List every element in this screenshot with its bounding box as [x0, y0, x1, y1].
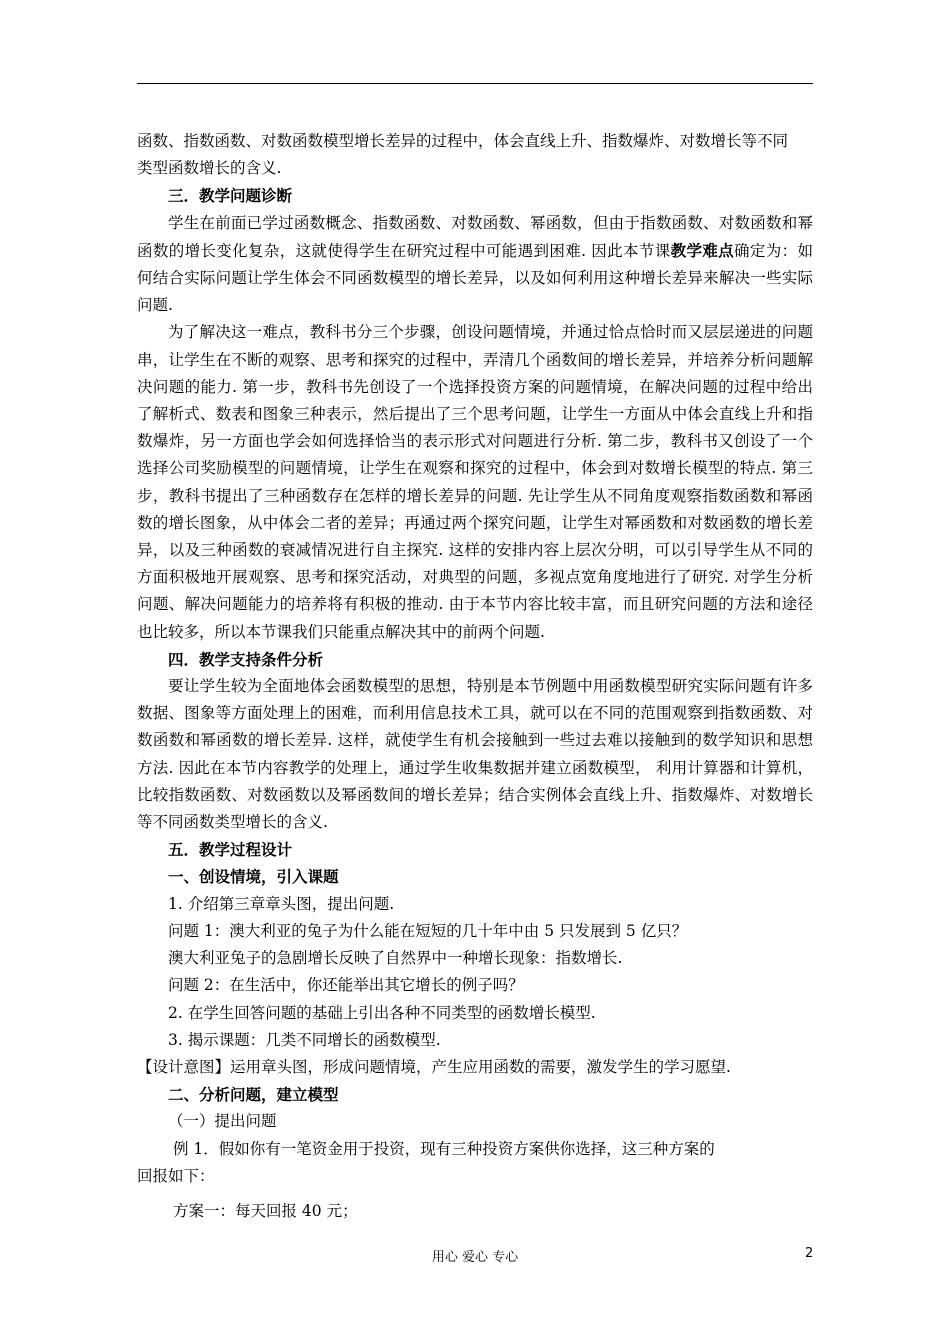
section-3-paragraph-2: 为了解决这一难点，教科书分三个步骤，创设问题情境，并通过恰点恰时而又层层递进的问题串，让学生在不断的观察、思考和探究的过程中，弄清几个函数间的增长差异，并培养分析问题解决问题的能力. 第一步，教科书先创设了一个选择投资方案的问题情境，在解决问题的过程中给出了解析式、数表和图象三种表示，然后提出了三个思考问题，让学生一方面从中体会直线上升和指数爆炸，另一方面也学会如何选择恰当的表示形式对问题进行分析. 第二步，教科书又创设了一个选择公司奖励模型的问题情境，让学生在观察和探究的过程中，体会到对数增长模型的特点. 第三步，教科书提出了三种函数存在怎样的增长差异的问题. 先让学生从不同角度观察指数函数和幂函数的增长图象，从中体会二者的差异；再通过两个探究问题，让学生对幂函数和对数函数的增长差异，以及三种函数的衰减情况进行自主探究. 这样的安排内容上层次分明，可以引导学生从不同的方面积极地开展观察、思考和探究活动，对典型的问题，多视点宽角度地进行了研究. 对学生分析问题、解决问题能力的培养将有积极的推动. 由于本节内容比较丰富，而且研究问题的方法和途径也比较多，所以本节课我们只能重点解决其中的前两个问题.	[137, 323, 813, 641]
subsection-1-heading: 一、创设情境，引入课题	[168, 867, 339, 887]
footer-motto: 用心 爱心 专心	[431, 1250, 519, 1265]
section-4-heading: 四．教学支持条件分析	[168, 649, 324, 669]
section-3-heading: 三．教学问题诊断	[168, 186, 293, 206]
design-intent-note: 【设计意图】运用章头图，形成问题情境，产生应用函数的需要，激发学生的学习愿望.	[137, 1057, 731, 1076]
section-5-heading: 五．教学过程设计	[168, 840, 293, 860]
step-3-text: 3. 揭示课题：几类不同增长的函数模型.	[168, 1030, 441, 1049]
subsection-2-1-heading: （一）提出问题	[168, 1112, 277, 1131]
section-3-p1-part-b: 确定为：如何结合实际问题让学生体会不同函数模型的增长差异，以及如何利用这种增长差异来解决一些实际问题.	[137, 241, 813, 315]
question-1-text: 问题 1：澳大利亚的兔子为什么能在短短的几十年中由 5 只发展到 5 亿只？	[168, 921, 688, 940]
intro-line-1: 函数、指数函数、对数函数模型增长差异的过程中，体会直线上升、指数爆炸、对数增长等不同	[137, 132, 789, 150]
question-2-text: 问题 2：在生活中，你还能举出其它增长的例子吗？	[168, 976, 524, 995]
header-rule	[137, 83, 813, 84]
section-3-paragraph-1	[137, 210, 813, 320]
intro-line-2: 类型函数增长的含义.	[137, 159, 282, 178]
plan-1-text: 方案一：每天回报 40 元；	[173, 1201, 358, 1220]
page-number: 2	[805, 1246, 814, 1261]
example-1-line-1: 例 1．假如你有一笔资金用于投资，现有三种投资方案供你选择，这三种方案的	[173, 1139, 715, 1158]
teaching-difficulty-emphasis: 教学难点	[670, 240, 735, 260]
step-1-text: 1. 介绍第三章章头图，提出问题.	[168, 894, 395, 913]
example-1-line-2: 回报如下：	[137, 1166, 215, 1185]
subsection-2-heading: 二、分析问题，建立模型	[168, 1085, 339, 1105]
section-4-paragraph-1: 要让学生较为全面地体会函数模型的思想，特别是本节例题中用函数模型研究实际问题有许多数据、图象等方面处理上的困难，而利用信息技术工具，就可以在不同的范围观察到指数函数、对数函数和幂函数的增长差异. 这样，就使学生有机会接触到一些过去难以接触到的数学知识和思想方法. 因此在本节内容教学的处理上，通过学生收集数据并建立函数模型， 利用计算器和计算机，比较指数函数、对数函数以及幂函数间的增长差异；结合实例体会直线上升、指数爆炸、对数增长等不同函数类型增长的含义.	[137, 677, 813, 832]
step-2-text: 2. 在学生回答问题的基础上引出各种不同类型的函数增长模型.	[168, 1003, 596, 1022]
question-1-note: 澳大利亚兔子的急剧增长反映了自然界中一种增长现象：指数增长.	[168, 949, 623, 968]
document-body	[137, 128, 813, 1225]
section-3-p1-part-a: 学生在前面已学过函数概念、指数函数、对数函数、幂函数，但由于指数函数、对数函数和幂函数的增长变化复杂，这就使得学生在研究过程中可能遇到困难. 因此本节课	[137, 213, 813, 260]
